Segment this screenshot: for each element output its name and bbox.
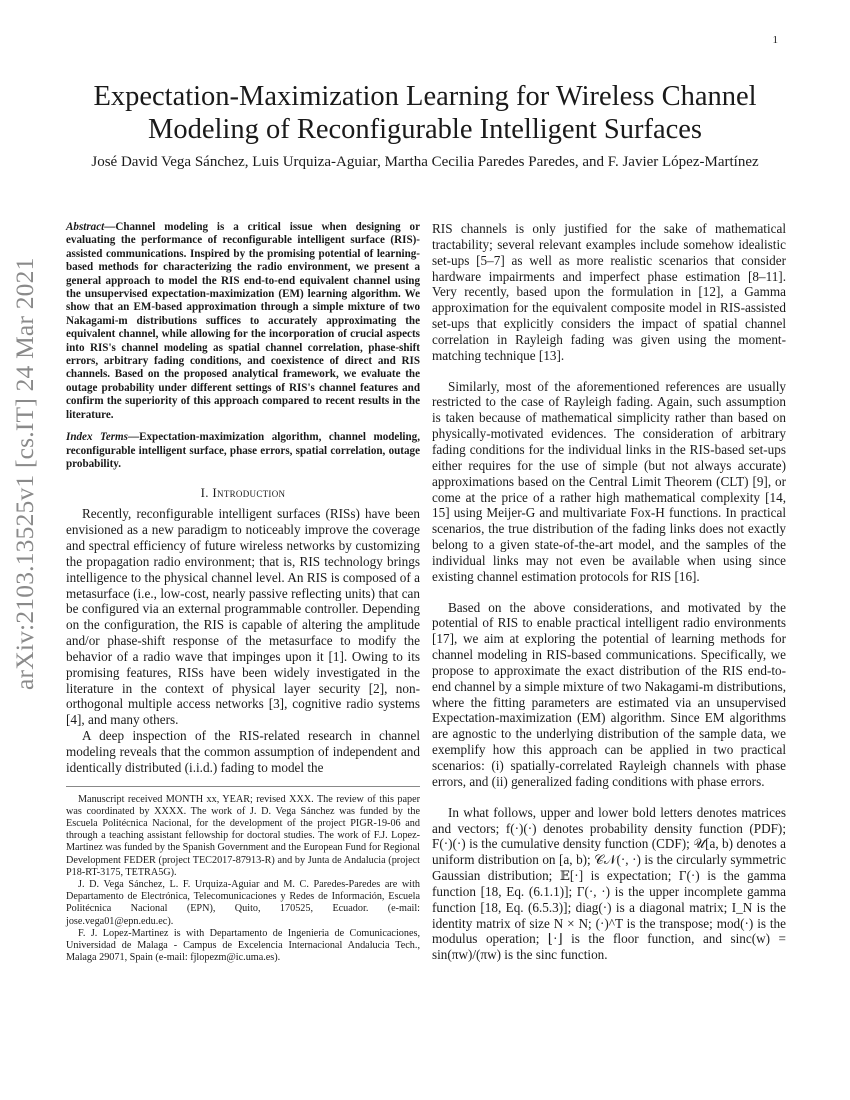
footnote: Manuscript received MONTH xx, YEAR; revised XXX. The review of this paper was coordinated by XXXX. The work of J. D. Vega Sánchez was funded by the Escuela Politécnica Nacional, for the development of the project PIGR-19-06 and through a teaching assistant fellowship for doctoral studies. The work of F.J. Lopez-Martinez was funded by the Spanish Government and the European Fund for Regional Development FEDER (project TEC2017-87913-R) and by Junta de Andalucia (project P18-RT-3175, TETRA5G). [66,793,420,878]
body-paragraph: In what follows, upper and lower bold letters denotes matrices and vectors; f(·)(·) denotes probability density function (PDF); F(·)(·) is the cumulative density function (CDF); 𝒰[a, b) denotes a uniform distribution on [a, b); 𝒞𝒩(·, ·) is the circularly symmetric Gaussian distribution; 𝔼[·] is expectation; Γ(·) is the gamma function [18, Eq. (6.1.1)]; Γ(·, ·) is the upper incomplete gamma function [18, Eq. (6.5.3)]; diag(·) is a diagonal matrix; I_N is the identity matrix of size N × N; (·)^T is the transpose; mod(·) is the modulus operation; ⌊·⌋ is the floor function, and sinc(w) = sin(πw)/(πw) is the sinc function. [432,804,786,963]
section-title: Introduction [212,485,286,501]
right-column [432,221,786,978]
author-list: José David Vega Sánchez, Luis Urquiza-Aguiar, Martha Cecilia Paredes Paredes, and F. Javier López-Martínez [91,154,759,170]
body-paragraph: Recently, reconfigurable intelligent surfaces (RISs) have been envisioned as a new paradigm to noticeably improve the coverage and spectral efficiency of future wireless networks by customizing the propagation radio environment; that is, RIS technology brings intelligence to the physical channel level. An RIS is composed of a metasurface (i.e., low-cost, nearly passive reflecting units) that can be configured via an external programmable controller. Depending on the configuration, the RIS is capable of altering the amplitude and/or phase-shift response of the metasurface to modify the behavior of a radio wave that impinges upon it [1]. Owing to its promising features, RISs have been widely investigated in the literature in the context of physical layer security [2], non-orthogonal multiple access networks [3], cognitive radio systems [4], and many others. [66,506,420,728]
arxiv-stamp: arXiv:2103.13525v1 [cs.IT] 24 Mar 2021 [10,257,39,690]
body-paragraph: A deep inspection of the RIS-related research in channel modeling reveals that the common assumption of independent and identically distributed (i.i.d.) fading to model the [66,728,420,775]
paper-title [50,80,800,146]
title-line: Modeling of Reconfigurable Intelligent Surfaces [148,114,702,145]
page-number: 1 [772,34,778,46]
body-paragraph: RIS channels is only justified for the sake of mathematical tractability; several relevant examples include somehow idealistic set-ups [5–7] as well as more realistic scenarios that consider hardware impairments and imperfect phase estimation [8–11]. Very recently, based upon the formulation in [12], a Gamma approximation for the equivalent composite model in RIS-assisted set-ups that explicitly considers the impact of spatial channel correlation in Rayleigh fading was given using the moment-matching technique [13]. [432,221,786,363]
footnotes [66,786,420,965]
title-line: Expectation-Maximization Learning for Wireless Channel [93,81,757,112]
index-terms-label: Index Terms [66,431,129,444]
abstract-text: —Channel modeling is a critical issue when designing or evaluating the performance of reconfigurable intelligent surface (RIS)-assisted communications. Inspired by the promising potential of learning-based methods for characterizing the radio environment, we present a general approach to model the RIS end-to-end equivalent channel using the unsupervised expectation-maximization (EM) learning algorithm. We show that an EM-based approximation through a simple mixture of two Nakagami-m distributions suffices to accurately approximating the equivalent channel, while allowing for the incorporation of crucial aspects into RIS's channel modeling as spatial channel correlation, phase-shift errors, arbitrary fading conditions, and coexistence of direct and RIS channels. Based on the proposed analytical framework, we evaluate the outage probability under different settings of RIS's channel features and confirm the superiority of this approach compared to recent results in the literature. [66,221,420,421]
body-paragraph: Similarly, most of the aforementioned references are usually restricted to the case of Rayleigh fading. Again, such assumption is taken because of mathematical simplicity rather than based on physically-motivated evidences. The consideration of arbitrary fading conditions for the individual links in the RIS-based set-ups either requires for the use of simple (but not always accurate) approximations based on the Central Limit Theorem (CLT) [9], or come at the price of a rather high mathematical complexity [14, 15] using Meijer-G and multivariate Fox-H functions. In practical scenarios, the true distribution of the fading links does not exactly belong to a given state-of-the-art model, and the samples of the individual links may not even be available when using since existing channel estimation protocols for RIS [16]. [432,378,786,584]
abstract [66,221,420,422]
index-terms-text: —Expectation-maximization algorithm, channel modeling, reconfigurable intelligent surface, phase errors, spatial correlation, outage probability. [66,431,420,470]
footnote: F. J. Lopez-Martinez is with Departamento de Ingenieria de Comunicaciones, Universidad de Malaga - Campus de Excelencia Internacional Andalucia Tech., Malaga 29071, Spain (e-mail: fjlopezm@ic.uma.es). [66,927,420,964]
section-heading [66,485,420,501]
footnote: J. D. Vega Sánchez, L. F. Urquiza-Aguiar and M. C. Paredes-Paredes are with Departamento de Electrónica, Telecomunicaciones y Redes de Información, Escuela Politécnica Nacional (EPN), Quito, 170525, Ecuador. (e-mail: jose.vega01@epn.edu.ec). [66,879,420,927]
index-terms [66,431,420,471]
body-paragraph: Based on the above considerations, and motivated by the potential of RIS to enable practical intelligent radio environments [17], we aim at exploring the potential of learning methods for channel modeling in RIS-based communications. Specifically, we propose to approximate the exact distribution of the RIS end-to-end channel by a simple mixture of two Nakagami-m distributions, where the fitting parameters are estimated via an unsupervised Expectation-maximization (EM) algorithm. Since EM algorithms are agnostic to the underlying distribution of the sample data, we exemplify how this approach can be applied in two practical scenarios: (i) spatially-correlated Rayleigh channels with phase errors, and (ii) generalized fading conditions with phase errors. [432,599,786,789]
section-number: I. [200,485,209,501]
abstract-label: Abstract [66,221,105,233]
left-column [66,221,420,965]
